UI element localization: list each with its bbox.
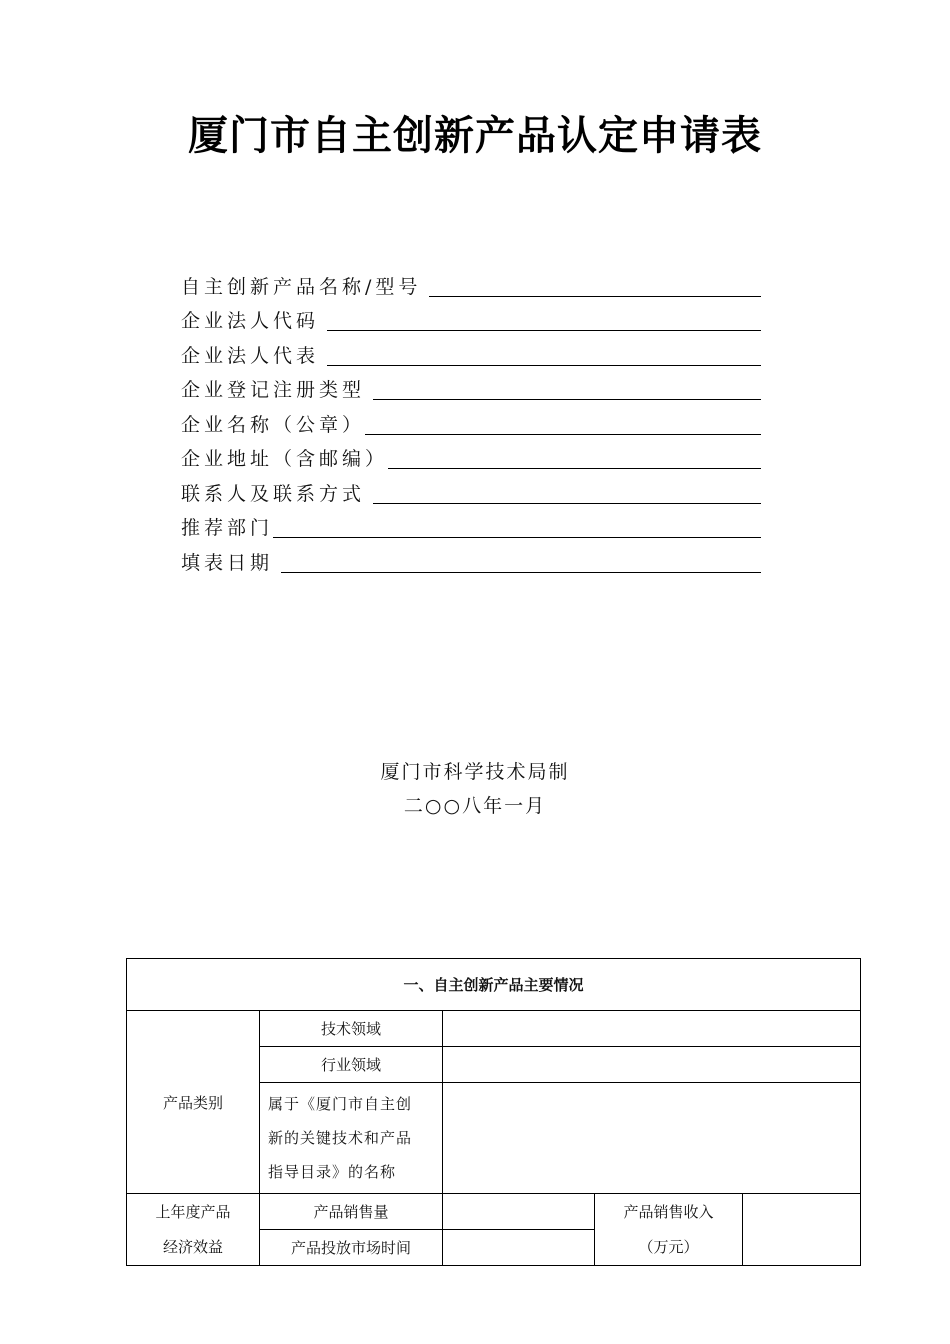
field-label: 企业地址（含邮编）	[181, 448, 389, 470]
issuer-block	[0, 755, 950, 823]
field-recommending-dept	[181, 508, 761, 543]
product-name-input-line[interactable]	[429, 274, 761, 297]
tech-field-input[interactable]	[443, 1011, 861, 1047]
catalog-label-line: 属于《厦门市自主创	[268, 1095, 413, 1113]
field-legal-representative	[181, 335, 761, 370]
sales-volume-label: 产品销售量	[260, 1194, 443, 1230]
economic-label-line: 经济效益	[162, 1237, 223, 1256]
catalog-name-label	[260, 1083, 443, 1194]
product-category-label: 产品类别	[127, 1011, 260, 1194]
market-time-input[interactable]	[443, 1230, 595, 1266]
issuer-date: 二○○八年一月	[403, 795, 547, 817]
sales-volume-input[interactable]	[443, 1194, 595, 1230]
form-title: 厦门市自主创新产品认定申请表	[188, 113, 762, 159]
section-title: 一、自主创新产品主要情况	[127, 959, 861, 1011]
field-label: 企业法人代表	[181, 344, 320, 367]
field-label: 企业名称（公章）	[181, 413, 366, 436]
field-legal-code	[181, 301, 761, 336]
recommending-dept-input-line[interactable]	[273, 515, 761, 538]
contact-input-line[interactable]	[373, 481, 761, 504]
field-fill-date	[181, 542, 761, 577]
product-info-table	[126, 958, 861, 1266]
field-company-address	[181, 439, 761, 474]
field-company-name	[181, 404, 761, 439]
industry-field-input[interactable]	[443, 1047, 861, 1083]
income-label-line: 产品销售收入	[623, 1202, 714, 1221]
sales-income-label	[595, 1194, 743, 1266]
company-name-input-line[interactable]	[365, 412, 761, 435]
cover-fields	[181, 266, 761, 577]
field-registration-type	[181, 370, 761, 405]
catalog-label-line: 指导目录》的名称	[268, 1163, 397, 1181]
registration-type-input-line[interactable]	[373, 377, 761, 400]
field-contact	[181, 473, 761, 508]
sales-income-input[interactable]	[743, 1194, 861, 1266]
issuer-org: 厦门市科学技术局制	[380, 761, 570, 783]
economic-label-line: 上年度产品	[155, 1202, 231, 1221]
field-label: 企业登记注册类型	[181, 379, 366, 401]
economic-benefit-label	[127, 1194, 260, 1266]
company-address-input-line[interactable]	[388, 446, 761, 469]
industry-field-label: 行业领域	[260, 1047, 443, 1083]
catalog-name-input[interactable]	[443, 1083, 861, 1194]
field-label: 企业法人代码	[181, 310, 320, 332]
field-label: 推荐部门	[181, 517, 274, 539]
field-label: 联系人及联系方式	[181, 482, 366, 505]
catalog-label-line: 新的关键技术和产品	[268, 1129, 413, 1147]
fill-date-input-line[interactable]	[281, 550, 761, 573]
legal-code-input-line[interactable]	[327, 308, 761, 331]
field-label: 填表日期	[181, 551, 274, 574]
income-label-line: （万元）	[638, 1237, 699, 1256]
market-time-label: 产品投放市场时间	[260, 1230, 443, 1266]
field-product-name	[181, 266, 761, 301]
legal-representative-input-line[interactable]	[327, 343, 761, 366]
field-label: 自主创新产品名称/型号	[181, 275, 422, 298]
tech-field-label: 技术领域	[260, 1011, 443, 1047]
